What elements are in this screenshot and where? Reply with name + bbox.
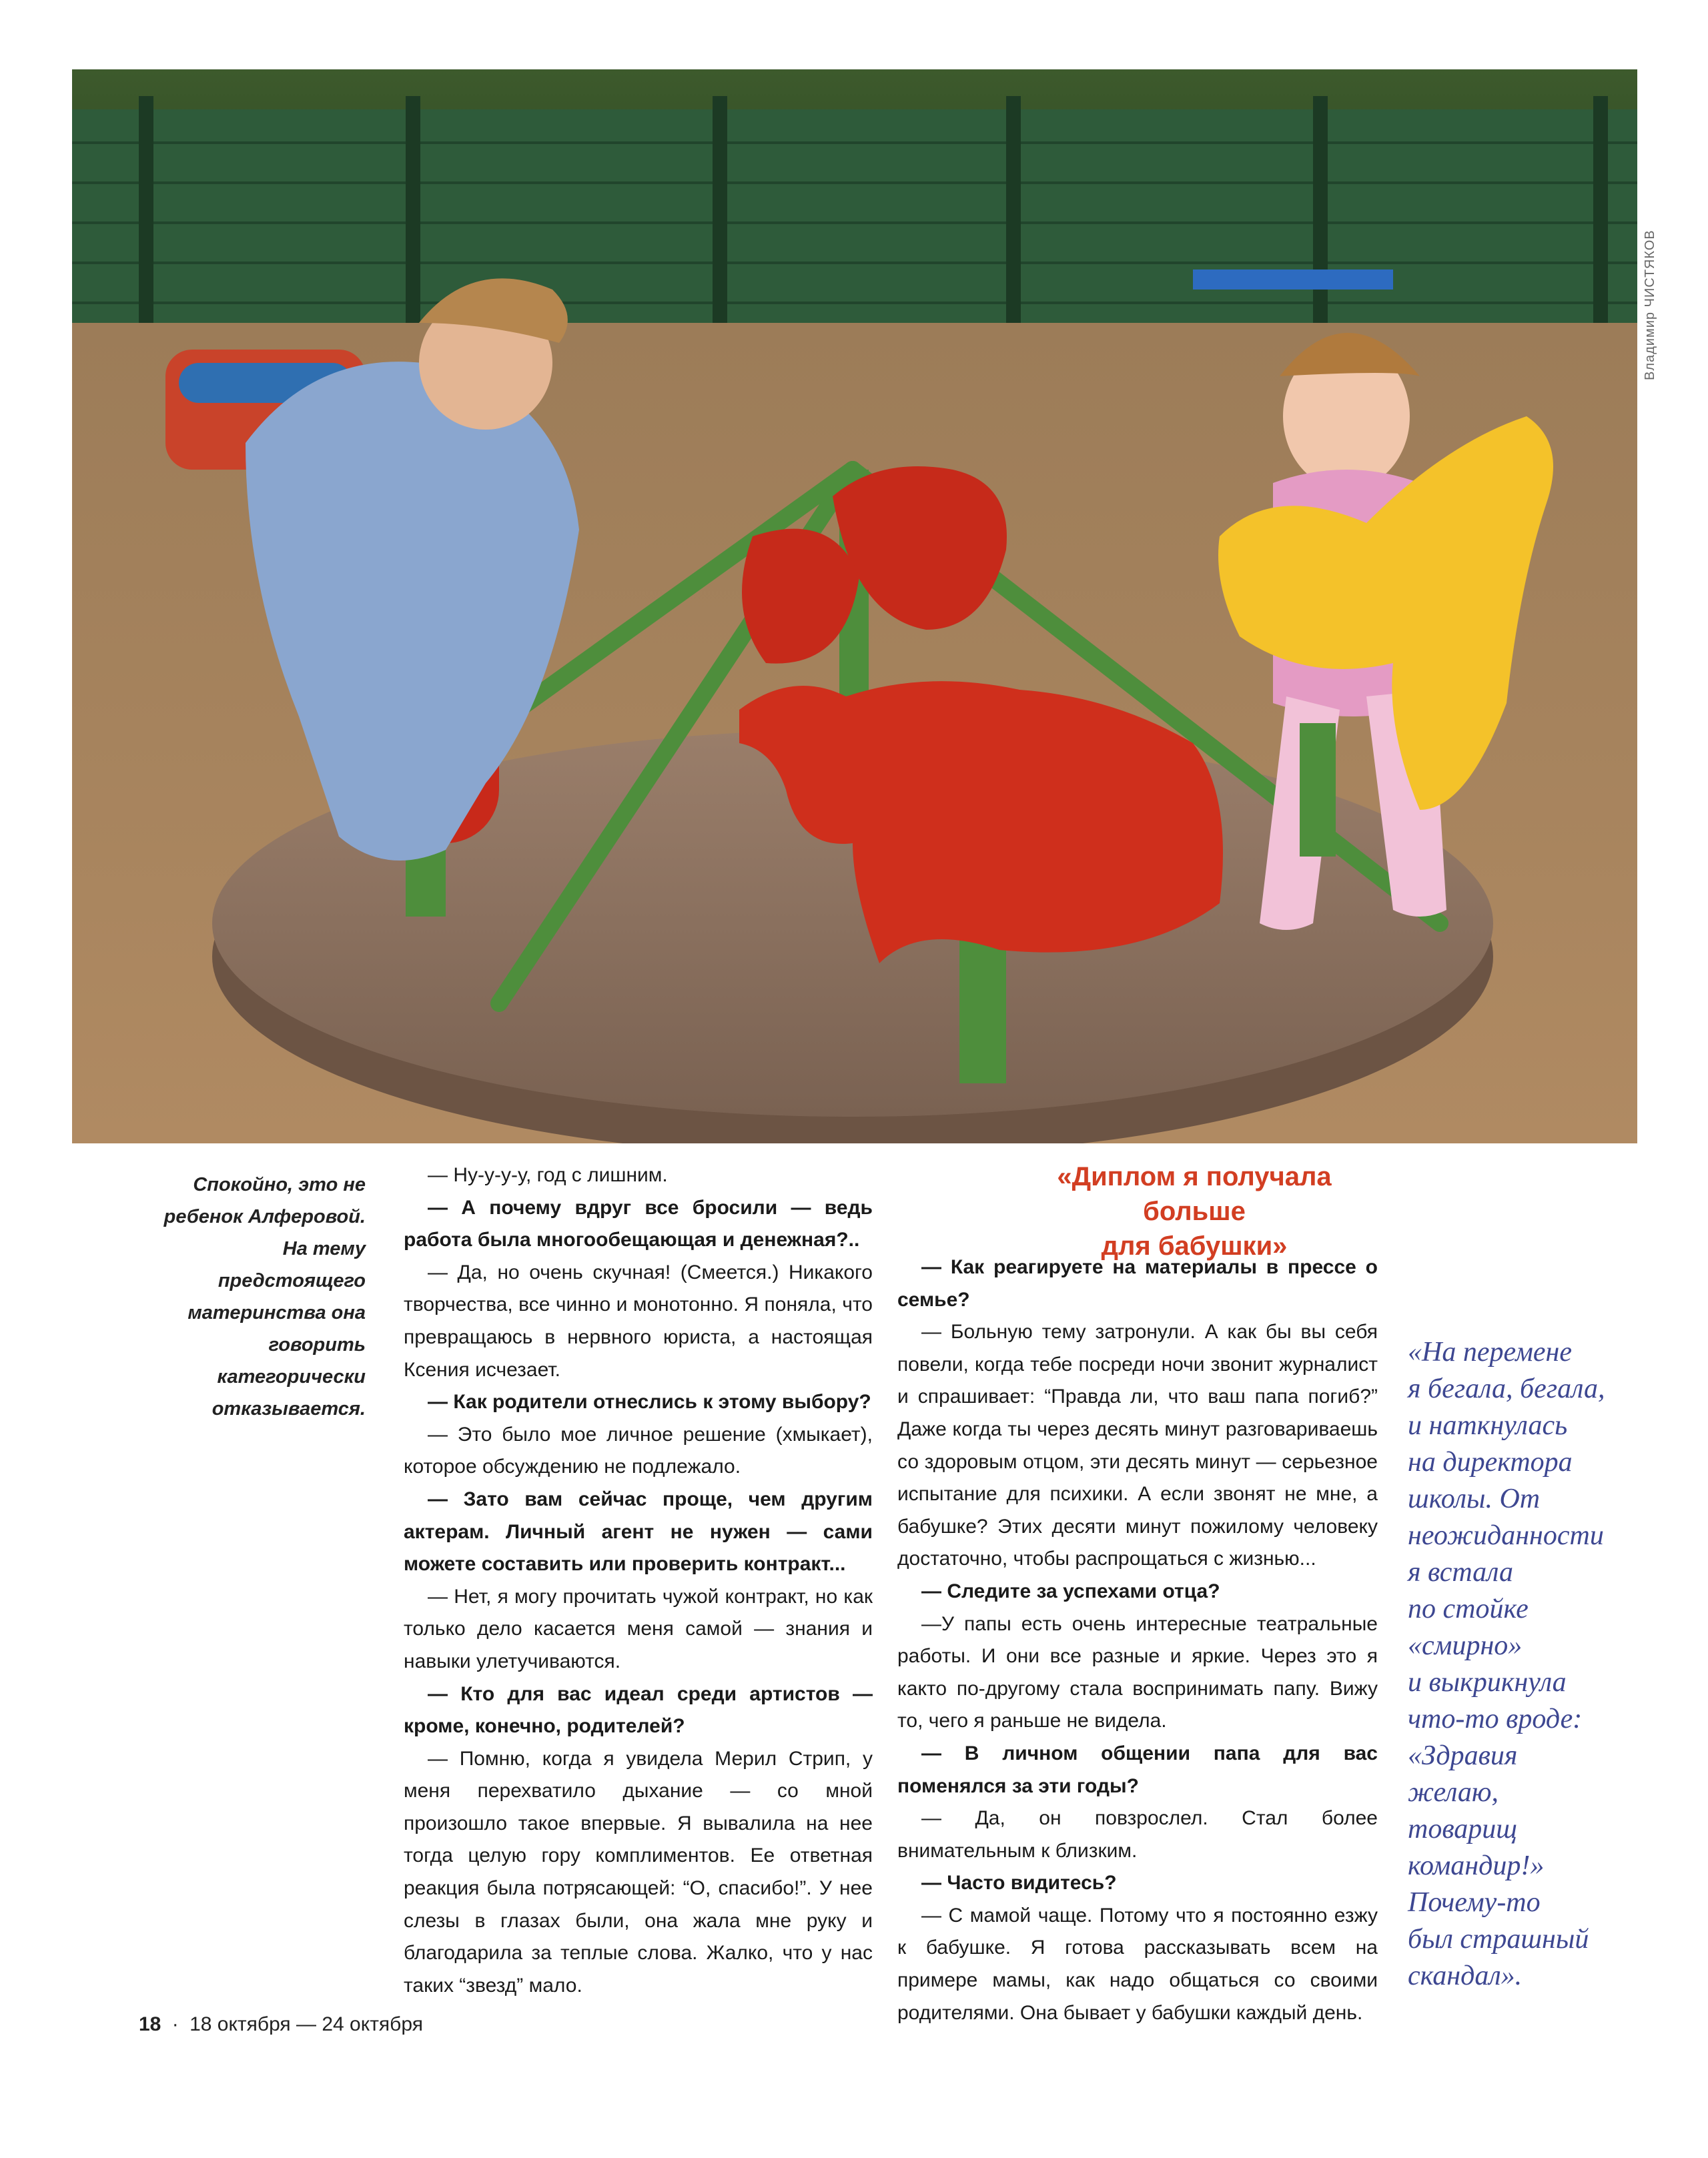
question-paragraph: — Как родители отнеслись к этому выбору? — [428, 1391, 871, 1414]
caption-line: ребенок Алферовой. — [163, 1206, 366, 1227]
pull-quote-line: желаю, — [1408, 1777, 1499, 1808]
pull-quote-line: я бегала, бегала, — [1408, 1374, 1605, 1404]
photo-credit: Владимир ЧИСТЯКОВ — [1643, 229, 1657, 380]
pull-quote-line: неожиданности — [1408, 1520, 1604, 1551]
playground-photo — [72, 69, 1637, 1143]
pull-quote-line: школы. От — [1408, 1484, 1541, 1514]
question-paragraph: — Следите за успехами отца? — [921, 1580, 1220, 1602]
pull-quote-line: командир!» — [1408, 1850, 1545, 1881]
pull-quote-line: «Здравия — [1408, 1740, 1518, 1771]
caption-line: говорить — [268, 1334, 366, 1356]
photo-caption — [153, 1169, 366, 1425]
caption-line: материнства она — [187, 1302, 366, 1323]
pull-quote-line: что-то вроде: — [1408, 1704, 1583, 1734]
pull-quote-line: на директора — [1408, 1447, 1573, 1478]
pull-quote-line: «смирно» — [1408, 1630, 1523, 1661]
question-paragraph: — Как реагируете на материалы в прессе о семье? — [897, 1256, 1378, 1311]
answer-paragraph: — Помню, когда я увидела Мерил Стрип, у меня перехватило дыхание — со мной произошло такое впервые. Я вывалила на нее тогда целую гору комплиментов. Ее ответная реакция была потрясающей: “О, спасибо!”. У нее слезы в глазах были, она жала мне руку и благодарила за теплые слова. Жалко, что у нас таких “звезд” мало. — [404, 1747, 873, 1997]
answer-paragraph: — Больную тему затронули. А как бы вы себя повели, когда тебе посреди ночи звонит журналист и спрашивает: “Правда ли, что ваш папа погиб?” Даже когда ты через десять минут разговариваешь со здоровым отцом, эти десять минут — серьезное испытание для психики. А если звонят не мне, а бабушке? Этих десяти минут пожилому человеку достаточно, чтобы распрощаться с жизнью... — [897, 1321, 1378, 1570]
pull-quote-line: по стойке — [1408, 1594, 1529, 1624]
caption-line: отказывается. — [211, 1398, 366, 1420]
article-column-1 — [404, 1159, 873, 2002]
pull-quote-line: скандал». — [1408, 1961, 1523, 1991]
question-paragraph: — Зато вам сейчас проще, чем другим актерам. Личный агент не нужен — сами можете составить или проверить контракт... — [404, 1488, 873, 1576]
answer-paragraph: — Да, он повзрослел. Стал более внимательным к близким. — [897, 1807, 1378, 1862]
pull-quote-line: «На перемене — [1408, 1337, 1572, 1368]
question-paragraph: — Часто видитесь? — [921, 1872, 1117, 1895]
issue-dates: 18 октября — 24 октября — [189, 2013, 423, 2035]
answer-paragraph: — Ну-у-у-у, год с лишним. — [428, 1164, 668, 1186]
question-paragraph: — Кто для вас идеал среди артистов — кроме, конечно, родителей? — [404, 1682, 873, 1738]
answer-paragraph: — С мамой чаще. Потому что я постоянно езжу к бабушке. Я готова рассказывать всем на примере мамы, как надо общаться со своими родителями. Она бывает у бабушки каждый день. — [897, 1904, 1378, 2024]
footer-separator: · — [171, 2013, 179, 2035]
caption-line: категорически — [217, 1366, 366, 1388]
photo-illustration — [72, 69, 1637, 1143]
answer-paragraph: —У папы есть очень интересные театральные работы. И они все разные и яркие. Через это я както по-другому стала воспринимать папу. Вижу то, чего я раньше не видела. — [897, 1612, 1378, 1732]
caption-line: На тему предстоящего — [218, 1238, 366, 1291]
heading-line: «Диплом я получала больше — [1057, 1162, 1332, 1226]
pull-quote-line: я встала — [1408, 1557, 1514, 1588]
pull-quote-line: и наткнулась — [1408, 1410, 1568, 1441]
section-heading — [1021, 1159, 1368, 1263]
question-paragraph: — А почему вдруг все бросили — ведь работа была многообещающая и денежная?.. — [404, 1196, 873, 1251]
pull-quote-line: товарищ — [1408, 1814, 1517, 1844]
pull-quote — [1408, 1334, 1635, 1995]
pull-quote-line: был страшный — [1408, 1924, 1589, 1955]
heading-line: для бабушки» — [1101, 1231, 1288, 1261]
page-footer — [139, 2013, 423, 2036]
page-number: 18 — [139, 2013, 161, 2035]
answer-paragraph: — Нет, я могу прочитать чужой контракт, но как только дело касается меня самой — знания и навыки улетучиваются. — [404, 1585, 873, 1672]
pull-quote-line: Почему-то — [1408, 1887, 1541, 1918]
answer-paragraph: — Да, но очень скучная! (Смеется.) Никакого творчества, все чинно и монотонно. Я поняла, что превращаюсь в нервного юриста, а настоящая Ксения исчезает. — [404, 1261, 873, 1381]
answer-paragraph: — Это было мое личное решение (хмыкает), которое обсуждению не подлежало. — [404, 1423, 873, 1478]
caption-line: Спокойно, это не — [193, 1174, 366, 1195]
pull-quote-line: и выкрикнула — [1408, 1667, 1567, 1698]
question-paragraph: — В личном общении папа для вас поменялся за эти годы? — [897, 1742, 1378, 1797]
